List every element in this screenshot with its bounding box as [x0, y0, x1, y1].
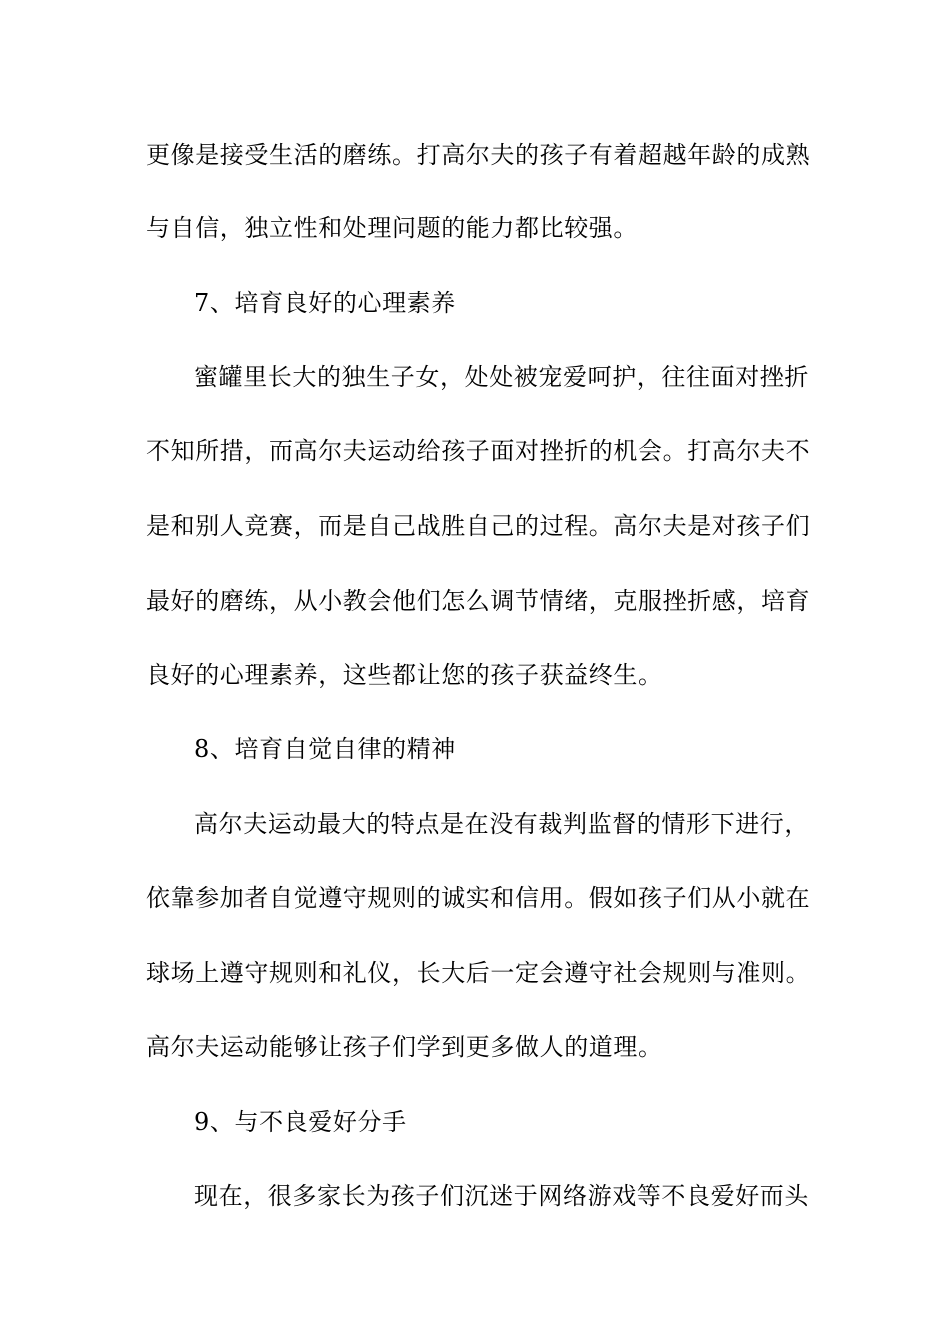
body-text-line: 良好的心理素养，这些都让您的孩子获益终生。: [146, 661, 663, 689]
section-heading: 8、培育自觉自律的精神: [194, 735, 456, 763]
body-text-line: 现在，很多家长为孩子们沉迷于网络游戏等不良爱好而头: [194, 1182, 809, 1210]
body-text-line: 球场上遵守规则和礼仪，长大后一定会遵守社会规则与准则。: [146, 959, 811, 987]
body-text-line: 与自信，独立性和处理问题的能力都比较强。: [146, 214, 638, 242]
body-text-line: 蜜罐里长大的独生子女，处处被宠爱呵护，往往面对挫折: [194, 363, 809, 391]
section-heading: 7、培育良好的心理素养: [194, 289, 456, 317]
section-heading: 9、与不良爱好分手: [194, 1108, 407, 1136]
body-text-line: 是和别人竞赛，而是自己战胜自己的过程。高尔夫是对孩子们: [146, 512, 811, 540]
body-text-line: 更像是接受生活的磨练。打高尔夫的孩子有着超越年龄的成熟: [146, 141, 811, 169]
body-text-line: 最好的磨练，从小教会他们怎么调节情绪，克服挫折感，培育: [146, 587, 811, 615]
body-text-line: 高尔夫运动最大的特点是在没有裁判监督的情形下进行，: [194, 810, 809, 838]
body-text-line: 高尔夫运动能够让孩子们学到更多做人的道理。: [146, 1033, 663, 1061]
body-text-line: 不知所措，而高尔夫运动给孩子面对挫折的机会。打高尔夫不: [146, 437, 811, 465]
body-text-line: 依靠参加者自觉遵守规则的诚实和信用。假如孩子们从小就在: [146, 884, 811, 912]
